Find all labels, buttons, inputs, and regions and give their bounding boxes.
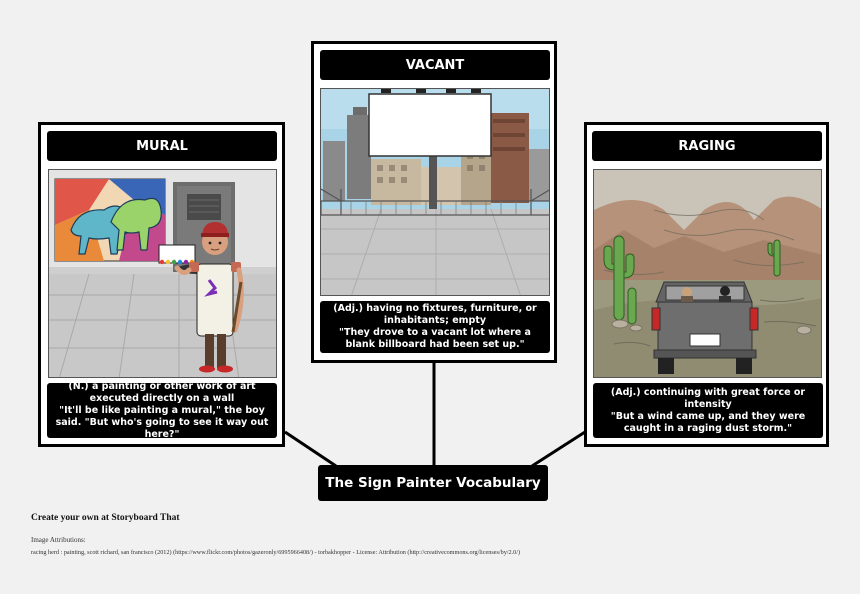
card-caption — [320, 301, 550, 353]
desert-dust-storm-scene-icon — [593, 169, 822, 378]
card-caption — [47, 380, 277, 440]
card-caption — [593, 383, 823, 438]
card-example: "It'll be like painting a mural," the boy said. "But who's going to see it way out here?" — [55, 404, 269, 440]
card-example: "They drove to a vacant lot where a blank billboard had been set up." — [339, 327, 531, 350]
card-definition: (Adj.) continuing with great force or intensity — [610, 386, 806, 410]
center-title: The Sign Painter Vocabulary — [318, 465, 548, 501]
card-definition: (N.) a painting or other work of art executed directly on a wall — [68, 380, 256, 404]
card-title: MURAL — [47, 131, 277, 161]
card-example: "But a wind came up, and they were caught in a raging dust storm." — [610, 410, 806, 434]
card-vacant — [311, 41, 557, 363]
card-title: VACANT — [320, 50, 550, 80]
card-raging — [584, 122, 829, 447]
image-attributions-label: Image Attributions: — [31, 536, 86, 544]
mural-painter-scene-icon — [48, 169, 277, 378]
create-your-own-link[interactable]: Create your own at Storyboard That — [31, 513, 180, 523]
rooftop-billboard-scene-icon — [320, 88, 550, 296]
card-title: RAGING — [592, 131, 822, 161]
image-attributions-text: racing herd : painting, scott richard, san francisco (2012) (https://www.flickr.com/photos/gazeronly/6995966408/) - torbakhopper - License: Attribution (http://creativecommons.org/licenses/by/2.0/) — [31, 549, 521, 556]
connector-mural — [285, 432, 336, 466]
connector-raging — [532, 432, 585, 466]
card-mural — [38, 122, 285, 447]
card-definition: (Adj.) having no fixtures, furniture, or inhabitants; empty — [333, 303, 537, 326]
